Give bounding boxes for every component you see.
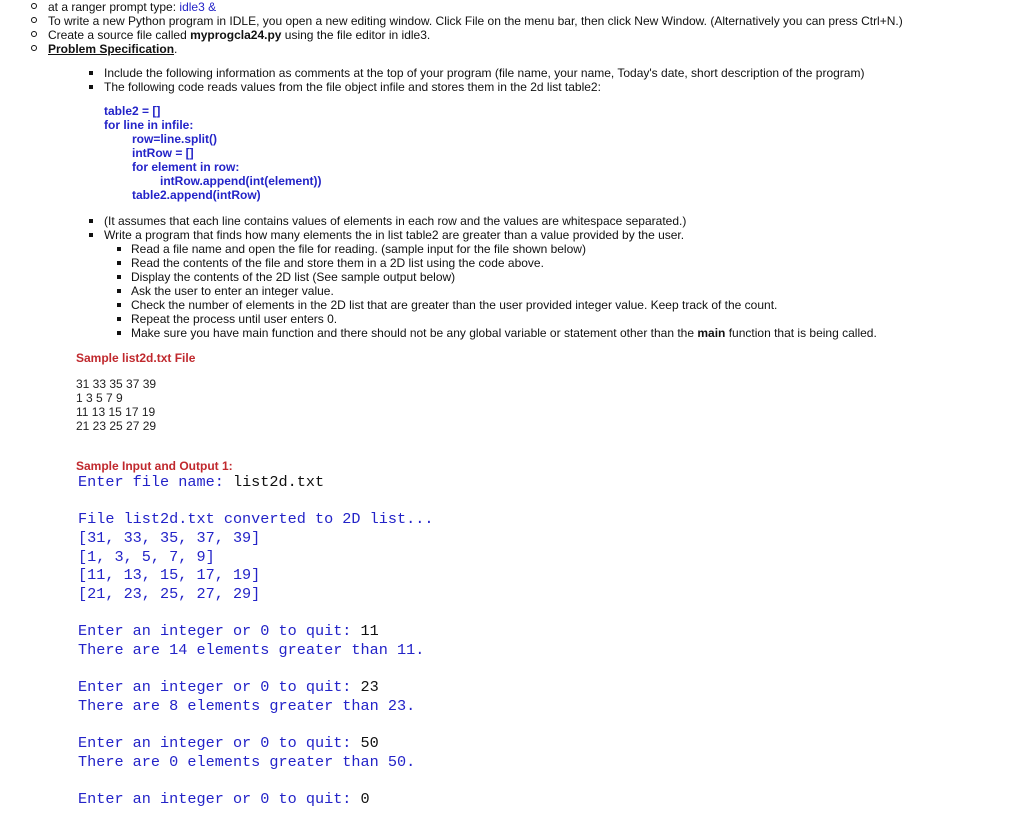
list-item: Write a program that finds how many elements the in list table2 are greater than a value provided by the user. <box>0 228 686 242</box>
sample-file-heading: Sample list2d.txt File <box>76 351 196 365</box>
list-item <box>0 326 877 340</box>
console-line <box>78 622 379 641</box>
item-text: at a ranger prompt type: <box>48 0 180 14</box>
file-line: 1 3 5 7 9 <box>76 391 123 405</box>
prompt-text: Enter an integer or 0 to quit: <box>78 790 361 808</box>
console-line: There are 8 elements greater than 23. <box>78 697 416 715</box>
prompt-text: Enter an integer or 0 to quit: <box>78 622 361 640</box>
code-line: table2 = [] <box>104 104 161 118</box>
console-line: [1, 3, 5, 7, 9] <box>78 548 215 566</box>
console-line <box>78 790 370 809</box>
item-text: Make sure you have main function and there should not be any global variable or statement other than the <box>131 326 698 340</box>
console-line <box>78 734 379 753</box>
file-line: 31 33 35 37 39 <box>76 377 157 391</box>
item-text: Create a source file called <box>48 28 191 42</box>
code-line: for element in row: <box>132 160 240 174</box>
list-item: The following code reads values from the file object infile and stores them in the 2d list table2: <box>0 80 864 94</box>
user-input: 50 <box>360 734 379 752</box>
sample-io-heading: Sample Input and Output 1: <box>76 459 233 473</box>
user-input: list2d.txt <box>232 473 325 491</box>
list-item: Repeat the process until user enters 0. <box>0 312 877 326</box>
list-item: Display the contents of the 2D list (See sample output below) <box>0 270 877 284</box>
code-line: for line in infile: <box>104 118 194 132</box>
code-line: row=line.split() <box>132 132 218 146</box>
requirements-list <box>0 242 877 340</box>
user-input: 23 <box>360 678 379 696</box>
prompt-text: Enter an integer or 0 to quit: <box>78 678 361 696</box>
item-text: . <box>174 42 178 56</box>
console-line: [21, 23, 25, 27, 29] <box>78 585 261 603</box>
code-line: table2.append(intRow) <box>132 188 261 202</box>
list-item <box>0 28 1024 42</box>
list-item: Check the number of elements in the 2D list that are greater than the user provided integer value. Keep track of the count. <box>0 298 877 312</box>
section-title: Problem Specification <box>48 42 175 56</box>
list-item: (It assumes that each line contains values of elements in each row and the values are whitespace separated.) <box>0 214 686 228</box>
item-text: To write a new Python program in IDLE, you open a new editing window. Click File on the menu bar, then click New Window. (Alternatively you can press Ctrl+N.) <box>48 14 903 28</box>
user-input: 11 <box>360 622 379 640</box>
list-item: Read a file name and open the file for reading. (sample input for the file shown below) <box>0 242 877 256</box>
item-text: using the file editor in idle3. <box>281 28 431 42</box>
spec-list-2 <box>0 214 686 242</box>
list-item <box>0 0 1024 14</box>
command-highlight: idle3 & <box>179 0 217 14</box>
code-line: intRow.append(int(element)) <box>160 174 322 188</box>
console-line <box>78 678 379 697</box>
prompt-text: Enter an integer or 0 to quit: <box>78 734 361 752</box>
prompt-text: Enter file name: <box>78 473 233 491</box>
filename: myprogcla24.py <box>190 28 282 42</box>
console-line <box>78 473 324 492</box>
list-item: Include the following information as comments at the top of your program (file name, your name, Today's date, short description of the program) <box>0 66 864 80</box>
console-line: There are 0 elements greater than 50. <box>78 753 416 771</box>
list-item <box>0 42 1024 56</box>
list-item: Read the contents of the file and store them in a 2D list using the code above. <box>0 256 877 270</box>
file-line: 21 23 25 27 29 <box>76 419 157 433</box>
spec-list <box>0 66 864 94</box>
list-item <box>0 14 1024 28</box>
console-line: [11, 13, 15, 17, 19] <box>78 566 261 584</box>
list-item: Ask the user to enter an integer value. <box>0 284 877 298</box>
user-input: 0 <box>360 790 370 808</box>
main-keyword: main <box>697 326 726 340</box>
console-line: There are 14 elements greater than 11. <box>78 641 425 659</box>
item-text: function that is being called. <box>725 326 877 340</box>
console-line: [31, 33, 35, 37, 39] <box>78 529 261 547</box>
console-line: File list2d.txt converted to 2D list... <box>78 510 434 528</box>
top-bullet-list <box>0 0 1024 56</box>
code-line: intRow = [] <box>132 146 194 160</box>
file-line: 11 13 15 17 19 <box>76 405 156 419</box>
